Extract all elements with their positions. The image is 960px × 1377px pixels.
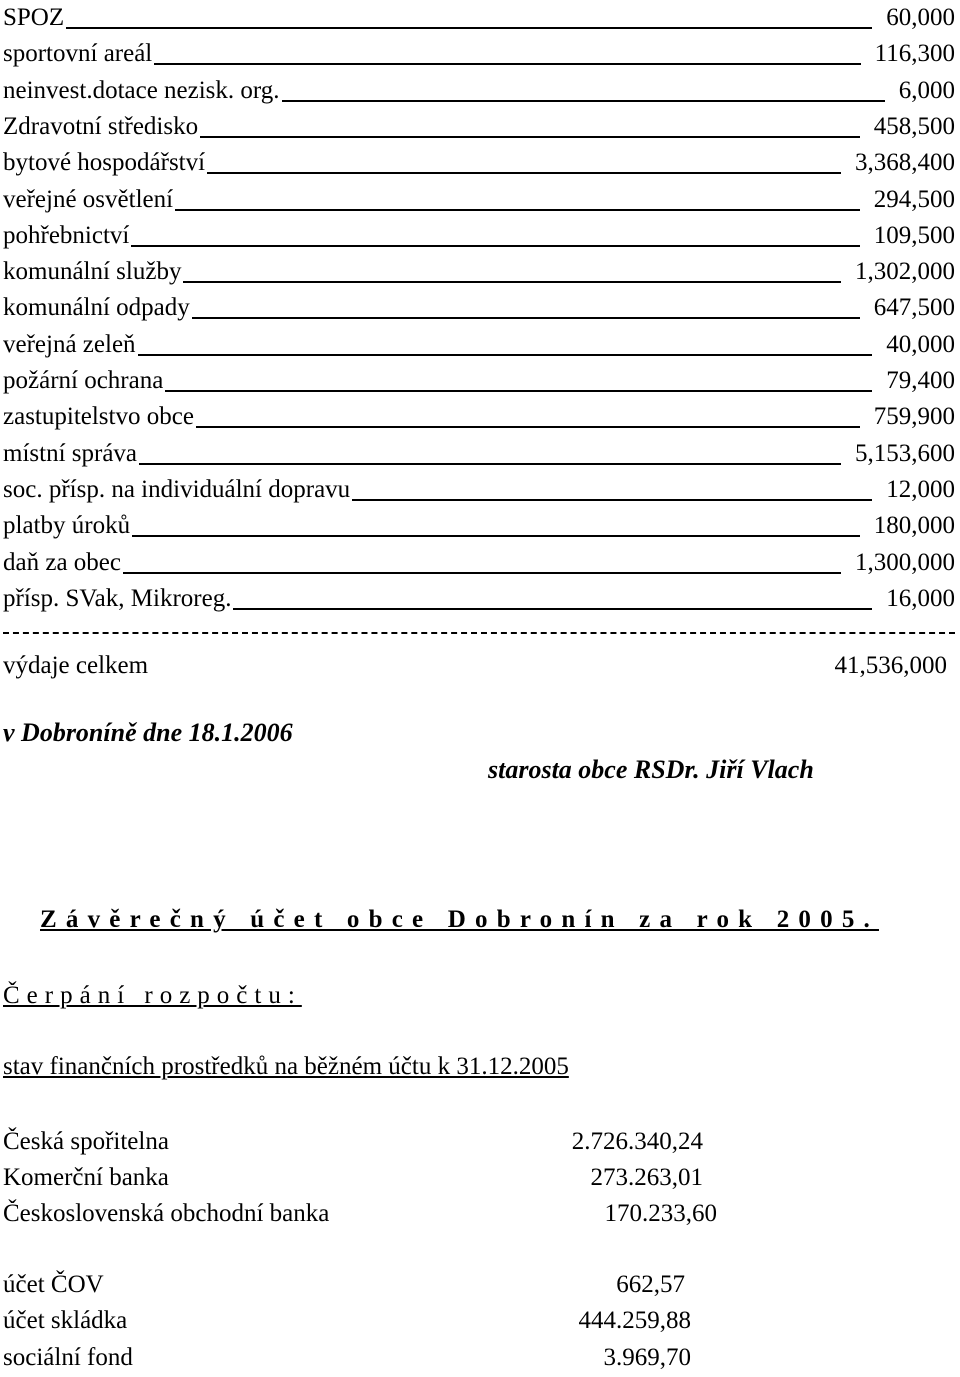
expense-value: 6,000 [898,76,955,104]
expense-row [3,472,955,508]
expense-label: neinvest.dotace nezisk. org. [3,76,280,104]
account-balance: 3.969,70 [603,1344,691,1371]
signature: starosta obce RSDr. Jiří Vlach [488,755,814,784]
expense-value: 12,000 [886,475,955,503]
fill-line [207,172,841,174]
expense-row [3,182,955,218]
fill-line [282,100,885,102]
subheading: Čerpání rozpočtu: [3,982,302,1009]
section-title: Závěrečný účet obce Dobronín za rok 2005. [40,906,879,933]
expense-row [3,254,955,290]
total-row [3,648,947,684]
bank-name: Československá obchodní banka [3,1200,330,1227]
expense-row [3,218,955,254]
fill-line [132,535,860,537]
total-label: výdaje celkem [3,652,149,679]
expense-row [3,399,955,435]
expense-row [3,363,955,399]
expense-label: veřejné osvětlení [3,185,174,213]
expense-row [3,36,955,72]
expense-label: soc. přísp. na individuální dopravu [3,475,351,503]
expense-value: 79,400 [886,367,955,394]
fill-line [154,63,861,65]
expense-value: 60,000 [886,4,955,31]
expense-label: veřejná zeleň [3,330,136,358]
expense-value: 5,153,600 [855,439,955,467]
expense-value: 458,500 [873,112,955,140]
fill-line [196,426,860,428]
bank-name: Komerční banka [3,1164,169,1191]
balance-heading: stav finančních prostředků na běžném účtu k 31.12.2005 [3,1053,569,1080]
bank-row [3,1124,903,1160]
expense-row [3,581,955,617]
expense-label: sportovní areál [3,40,153,68]
bank-name: Česká spořitelna [3,1128,169,1155]
expense-label: místní správa [3,439,138,467]
fill-line [165,390,872,392]
fill-line [123,572,841,574]
expense-value: 116,300 [874,40,955,68]
expense-value: 40,000 [886,330,955,358]
expense-value: 180,000 [873,512,955,540]
bank-balance: 170.233,60 [604,1200,717,1227]
expense-label: daň za obec [3,548,121,576]
expense-value: 1,302,000 [855,258,955,286]
expense-label: přísp. SVak, Mikroreg. [3,584,232,612]
expense-label: Zdravotní středisko [3,112,199,140]
account-balance: 444.259,88 [578,1307,691,1334]
account-row [3,1267,903,1303]
bank-row [3,1196,903,1232]
expense-value: 3,368,400 [855,149,955,177]
expense-row [3,0,955,36]
expense-label: požární ochrana [3,367,164,394]
account-name: sociální fond [3,1344,133,1371]
account-row [3,1340,903,1376]
expense-value: 294,500 [873,185,955,213]
expense-value: 759,900 [873,403,955,431]
expense-label: bytové hospodářství [3,149,206,177]
account-name: účet ČOV [3,1271,104,1298]
expense-label: zastupitelstvo obce [3,403,194,431]
expense-label: komunální odpady [3,294,190,322]
expense-value: 1,300,000 [855,548,955,576]
expense-label: SPOZ [3,4,65,31]
fill-line [200,136,860,138]
total-value: 41,536,000 [834,652,947,679]
fill-line [175,209,860,211]
expense-value: 16,000 [886,584,955,612]
bank-balance: 2.726.340,24 [571,1128,703,1155]
expense-row [3,290,955,326]
expense-row [3,508,955,544]
place-date: v Dobroníně dne 18.1.2006 [3,718,293,747]
fill-line [138,354,872,356]
expense-row [3,327,955,363]
fill-line [139,463,841,465]
account-name: účet skládka [3,1307,128,1334]
expense-row [3,545,955,581]
expense-label: pohřebnictví [3,221,130,249]
fill-line [131,245,860,247]
expense-row [3,145,955,181]
account-row [3,1303,903,1339]
fill-line [233,608,872,610]
fill-line [66,27,872,29]
expense-row [3,436,955,472]
bank-balance: 273.263,01 [590,1164,703,1191]
expense-label: komunální služby [3,258,182,286]
account-balance: 662,57 [616,1271,685,1298]
fill-line [192,317,860,319]
expense-value: 109,500 [873,221,955,249]
fill-line [183,281,841,283]
expense-row [3,109,955,145]
expense-row [3,73,955,109]
expense-label: platby úroků [3,512,131,540]
bank-row [3,1160,903,1196]
expense-value: 647,500 [873,294,955,322]
fill-line [352,499,872,501]
